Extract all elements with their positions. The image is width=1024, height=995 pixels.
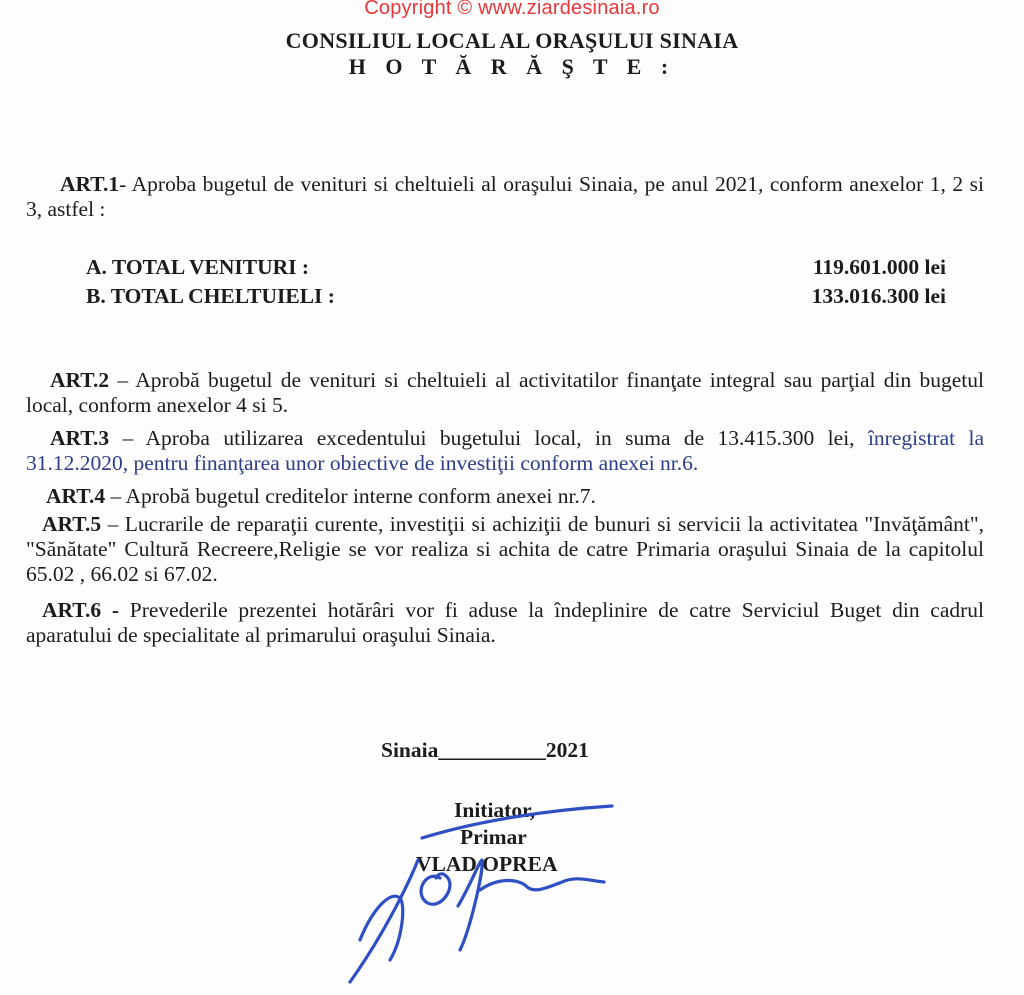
article-2 <box>26 368 984 418</box>
signature-stroke-p <box>458 860 604 950</box>
article-3-label: ART.3 <box>50 426 110 450</box>
council-heading: CONSILIUL LOCAL AL ORAŞULUI SINAIA <box>285 28 739 53</box>
article-2-text: – Aprobă bugetul de venituri si cheltuieli al activitatilor finanţate integral sau parţial din bugetul local, conform anexelor 4 si 5. <box>26 368 984 417</box>
article-4-label: ART.4 <box>46 484 106 508</box>
article-5-text: – Lucrarile de reparaţii curente, investiţii si achiziţii de bunuri si servicii la activitatea "Invăţământ", "Sănătate" Cultură Recreere,Religie se vor realiza si achita de catre Primaria oraşului Sinaia de la capitolul 65.02 , 66.02 si 67.02. <box>26 512 984 586</box>
total-expense-value: 133.016.300 lei <box>811 284 946 308</box>
total-revenue-value: 119.601.000 lei <box>812 255 946 279</box>
article-3-text-b: înregistrat la 31.12.2020, pentru finanţarea unor obiective de investiţii conform anexei nr.6. <box>26 426 984 475</box>
article-4 <box>26 484 984 509</box>
article-1-text: - Aproba bugetul de venituri si cheltuieli al oraşului Sinaia, pe anul 2021, conform anexelor 1, 2 si 3, astfel : <box>26 172 984 221</box>
article-3-text-a: – Aproba utilizarea excedentului bugetului local, in suma de 13.415.300 lei, <box>109 426 868 450</box>
article-3 <box>26 426 984 476</box>
signatory-role-initiator: Initiator, <box>454 798 536 822</box>
signature-stroke-v <box>350 860 418 982</box>
place-date-line: Sinaia__________2021 <box>381 738 589 762</box>
total-revenue-row <box>86 255 946 284</box>
signatory-name: VLAD OPREA <box>416 852 558 876</box>
total-revenue-label: A. TOTAL VENITURI : <box>86 255 310 279</box>
signature-stroke-flourish <box>422 806 612 838</box>
article-5 <box>26 512 984 587</box>
article-1-label: ART.1 <box>60 172 120 196</box>
total-expense-row <box>86 284 946 313</box>
article-6-text: Prevederile prezentei hotărâri vor fi aduse la îndeplinire de catre Serviciul Buget din cadrul aparatului de specialitate al primarului oraşului Sinaia. <box>26 598 984 647</box>
article-5-label: ART.5 <box>42 512 102 536</box>
article-1 <box>26 172 984 222</box>
article-2-label: ART.2 <box>50 368 110 392</box>
article-6-label: ART.6 - <box>42 598 120 622</box>
decision-heading: H O T Ă R Ă Ş T E : <box>348 54 676 79</box>
total-expense-label: B. TOTAL CHELTUIELI : <box>86 284 335 308</box>
signature-stroke-o <box>421 874 450 904</box>
article-6 <box>26 598 984 648</box>
copyright-watermark: Copyright © www.ziardesinaia.ro <box>364 0 660 19</box>
article-4-text: – Aprobă bugetul creditelor interne conform anexei nr.7. <box>105 484 596 508</box>
handwritten-signature <box>330 790 630 990</box>
signatory-role-mayor: Primar <box>460 825 527 849</box>
totals-block <box>86 255 946 313</box>
